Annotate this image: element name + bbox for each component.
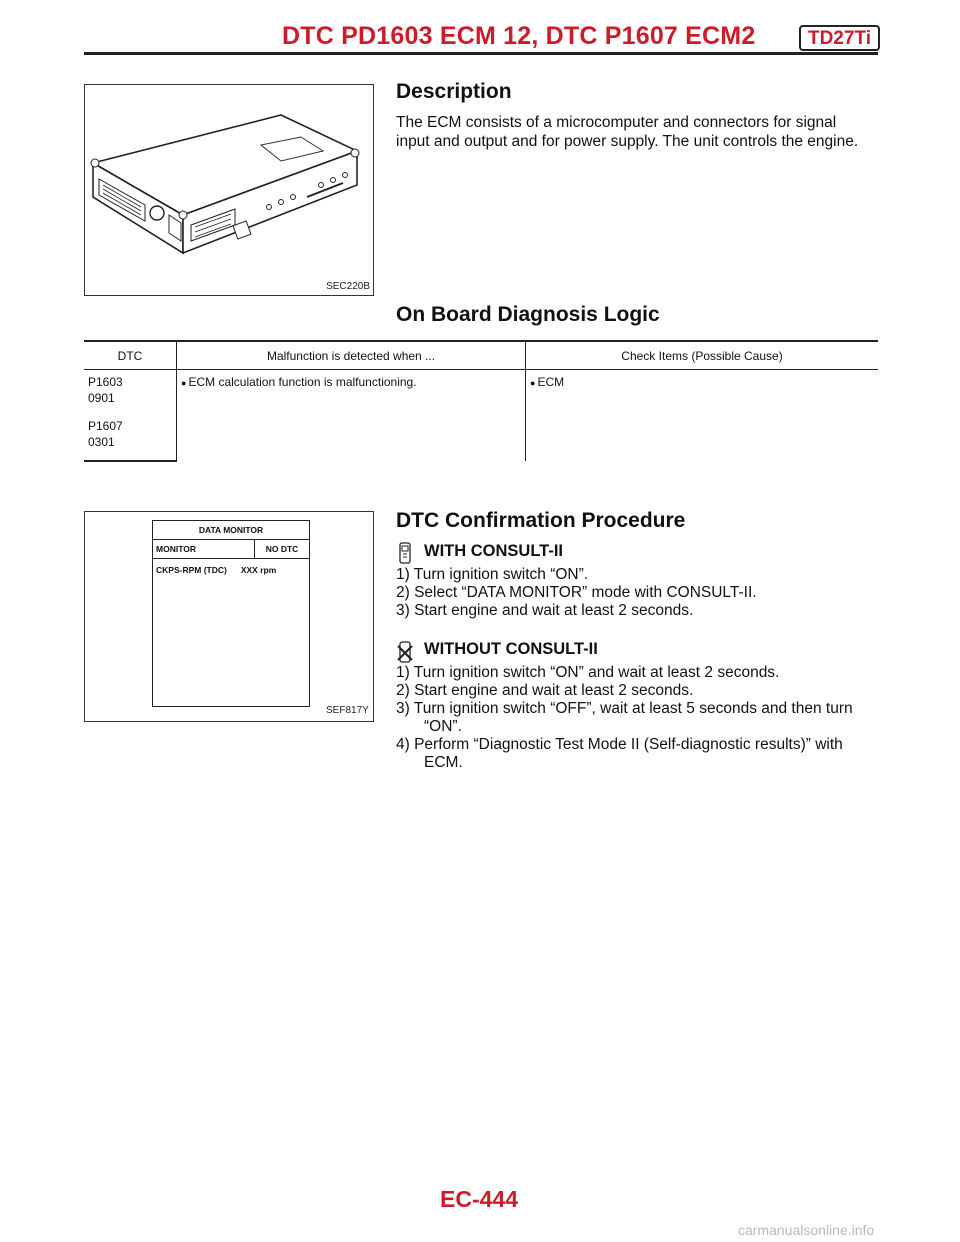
description-line-1: The ECM consists of a microcomputer and connectors for signal — [396, 114, 837, 131]
consult-tester-icon — [397, 542, 413, 564]
page-header-title: DTC PD1603 ECM 12, DTC P1607 ECM2 — [282, 22, 756, 50]
without-step-1: 1) Turn ignition switch “ON” and wait at least 2 seconds. — [396, 664, 780, 681]
description-line-2: input and output and for power supply. The unit controls the engine. — [396, 133, 859, 150]
table-header-check-items: Check Items (Possible Cause) — [526, 341, 879, 370]
data-monitor-screen — [152, 520, 310, 707]
malfunction-condition: ECM calculation function is malfunctioning. — [188, 375, 417, 389]
description-heading: Description — [396, 80, 512, 103]
table-row — [84, 370, 878, 415]
engine-model-badge: TD27Ti — [799, 25, 880, 51]
screen-title: DATA MONITOR — [153, 521, 309, 540]
page-number: EC-444 — [440, 1186, 518, 1212]
monitor-item-name: CKPS-RPM (TDC) — [156, 565, 227, 575]
without-step-4: 4) Perform “Diagnostic Test Mode II (Self-diagnostic results)” with — [396, 736, 843, 753]
check-item: ECM — [537, 375, 565, 389]
table-header-dtc: DTC — [84, 341, 177, 370]
with-consult-title: WITH CONSULT-II — [424, 542, 564, 560]
without-consult-title: WITHOUT CONSULT-II — [424, 640, 598, 658]
without-step-4-cont: ECM. — [424, 754, 463, 771]
without-step-2: 2) Start engine and wait at least 2 seconds. — [396, 682, 694, 699]
screen-data-row — [153, 559, 309, 575]
ecm-illustration — [85, 85, 373, 295]
with-step-1: 1) Turn ignition switch “ON”. — [396, 566, 589, 583]
without-step-3: 3) Turn ignition switch “OFF”, wait at least 5 seconds and then turn — [396, 700, 853, 717]
dtc-code-alt: 0301 — [88, 435, 115, 449]
screen-col-no-dtc: NO DTC — [265, 544, 299, 554]
monitor-item-value: XXX rpm — [240, 565, 277, 575]
dtc-code-alt: 0901 — [88, 391, 115, 405]
dtc-code: P1603 — [88, 375, 123, 389]
header-rule — [84, 52, 878, 55]
screen-col-monitor: MONITOR — [153, 540, 255, 558]
watermark-text: carmanualsonline.info — [738, 1222, 875, 1238]
diagnosis-logic-table — [84, 340, 878, 462]
without-step-3-cont: “ON”. — [424, 718, 462, 735]
with-step-3: 3) Start engine and wait at least 2 seconds. — [396, 602, 694, 619]
ecm-figure — [84, 84, 374, 296]
no-consult-tester-icon — [397, 641, 413, 663]
bullet-icon: ● — [530, 378, 536, 388]
table-header-malfunction: Malfunction is detected when ... — [177, 341, 526, 370]
obd-heading: On Board Diagnosis Logic — [396, 303, 660, 326]
figure-code-label: SEC220B — [326, 281, 370, 292]
dtc-code: P1607 — [88, 419, 123, 433]
confirmation-heading: DTC Confirmation Procedure — [396, 509, 686, 532]
bullet-icon: ● — [181, 378, 187, 388]
figure-code-label: SEF817Y — [326, 705, 369, 716]
screen-header-row — [153, 540, 309, 559]
with-step-2: 2) Select “DATA MONITOR” mode with CONSULT-II. — [396, 584, 757, 601]
